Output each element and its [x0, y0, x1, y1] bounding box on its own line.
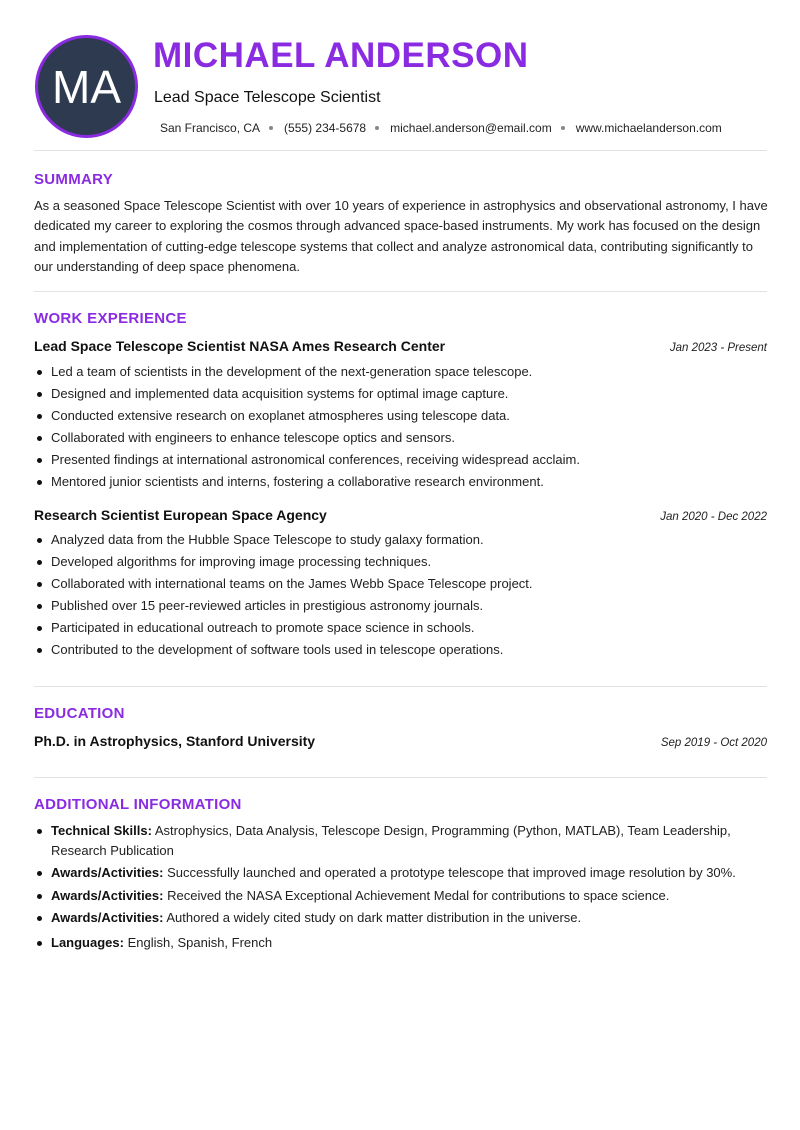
additional-list	[34, 821, 769, 955]
education-entry	[34, 733, 767, 749]
list-item: Mentored junior scientists and interns, fostering a collaborative research environment.	[34, 471, 767, 493]
list-item	[34, 863, 769, 883]
list-item	[34, 933, 769, 953]
job-bullets	[34, 529, 767, 661]
job-title: Lead Space Telescope Scientist NASA Ames Research Center	[34, 338, 446, 354]
section-divider	[34, 150, 767, 151]
list-item: Conducted extensive research on exoplanet atmospheres using telescope data.	[34, 405, 767, 427]
list-item: Participated in educational outreach to promote space science in schools.	[34, 617, 767, 639]
list-item: Analyzed data from the Hubble Space Telescope to study galaxy formation.	[34, 529, 767, 551]
education-heading: EDUCATION	[34, 705, 125, 722]
item-label: Languages:	[51, 934, 124, 950]
list-item: Led a team of scientists in the development of the next-generation space telescope.	[34, 361, 767, 383]
job-header	[34, 507, 767, 523]
job-dates: Jan 2020 - Dec 2022	[660, 511, 767, 523]
avatar-initials: MA	[52, 60, 121, 113]
education-dates: Sep 2019 - Oct 2020	[660, 737, 767, 749]
experience-heading: WORK EXPERIENCE	[34, 310, 187, 327]
section-divider	[34, 686, 767, 687]
contact-website[interactable]: www.michaelanderson.com	[575, 121, 722, 135]
list-item	[34, 908, 769, 928]
separator-dot	[375, 126, 379, 130]
item-label: Awards/Activities:	[51, 865, 164, 880]
contact-phone: (555) 234-5678	[284, 121, 367, 135]
list-item: Presented findings at international astronomical conferences, receiving widespread acclaim.	[34, 449, 767, 471]
item-label: Awards/Activities:	[51, 910, 164, 925]
list-item: Developed algorithms for improving image processing techniques.	[34, 551, 767, 573]
list-item: Collaborated with engineers to enhance telescope optics and sensors.	[34, 427, 767, 449]
item-text: Astrophysics, Data Analysis, Telescope Design, Programming (Python, MATLAB), Team Leadership, Research Publication	[51, 823, 731, 858]
section-divider	[34, 777, 767, 778]
item-text: Successfully launched and operated a prototype telescope that improved image resolution by 30%.	[167, 865, 736, 880]
item-text: Authored a widely cited study on dark matter distribution in the universe.	[166, 910, 582, 925]
separator-dot	[269, 126, 273, 130]
job-dates: Jan 2023 - Present	[669, 342, 767, 354]
contact-location: San Francisco, CA	[160, 121, 261, 135]
list-item	[34, 821, 769, 860]
education-degree: Ph.D. in Astrophysics, Stanford University	[34, 733, 316, 749]
job-header	[34, 338, 767, 354]
job-title: Research Scientist European Space Agency	[34, 507, 327, 523]
list-item: Designed and implemented data acquisition systems for optimal image capture.	[34, 383, 767, 405]
contact-email[interactable]: michael.anderson@email.com	[390, 121, 552, 135]
section-divider	[34, 291, 767, 292]
job-bullets	[34, 361, 767, 493]
list-item: Published over 15 peer-reviewed articles in prestigious astronomy journals.	[34, 595, 767, 617]
additional-heading: ADDITIONAL INFORMATION	[34, 796, 242, 813]
candidate-title: Lead Space Telescope Scientist	[154, 89, 381, 106]
candidate-name: MICHAEL ANDERSON	[153, 36, 529, 75]
list-item: Contributed to the development of software tools used in telescope operations.	[34, 639, 767, 661]
summary-heading: SUMMARY	[34, 171, 114, 188]
item-label: Technical Skills:	[51, 823, 152, 838]
item-text: English, Spanish, French	[127, 934, 273, 950]
avatar	[35, 35, 138, 138]
separator-dot	[561, 126, 565, 130]
summary-text: As a seasoned Space Telescope Scientist with over 10 years of experience in astrophysics and observational astronomy, I have dedicated my career to exploring the cosmos through advanced space-based instruments. My work has focused on the design and implementation of cutting-edge telescope systems that collect and analyze astronomical data, contributing significantly to our understanding of deep space phenomena.	[34, 198, 768, 274]
item-text: Received the NASA Exceptional Achievement Medal for contributions to space science.	[167, 887, 670, 903]
item-label: Awards/Activities:	[51, 887, 164, 903]
list-item	[34, 886, 769, 906]
contact-bar	[160, 121, 722, 135]
list-item: Collaborated with international teams on the James Webb Space Telescope project.	[34, 573, 767, 595]
